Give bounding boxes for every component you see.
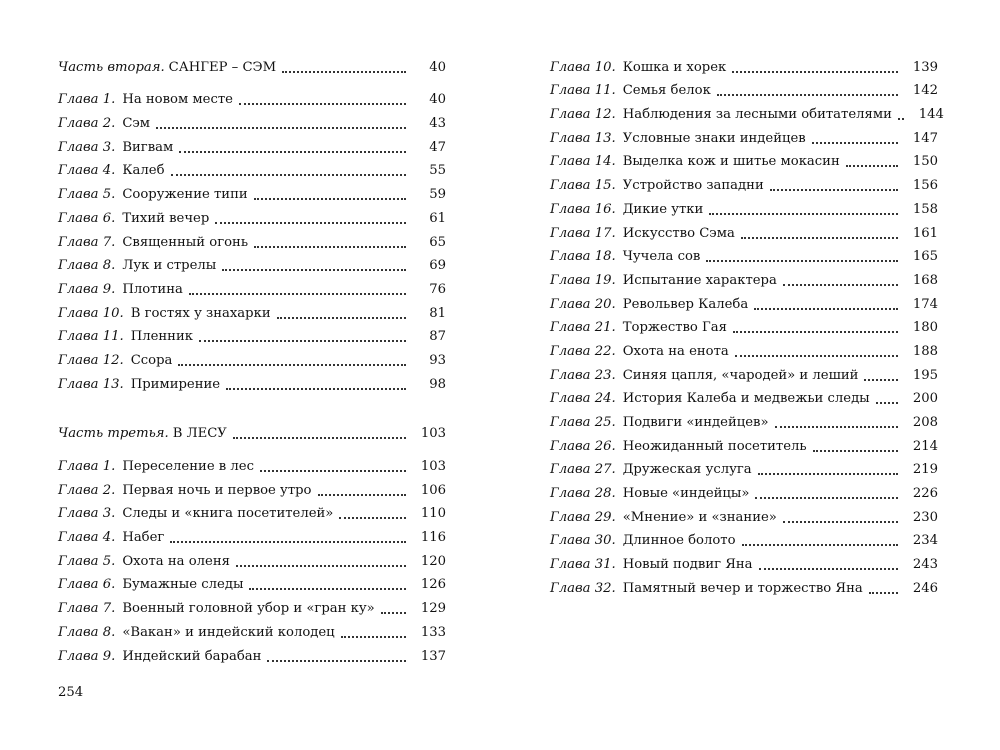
chapter-label: Глава 32. [550, 580, 616, 596]
chapter-page: 195 [912, 367, 938, 383]
chapter-label: Глава 13. [58, 376, 124, 392]
chapter-title: Выделка кож и шитье мокасин [622, 154, 840, 170]
toc-entry[interactable] [550, 99, 944, 123]
part-page: 40 [429, 59, 446, 75]
chapter-label: Глава 10. [58, 305, 124, 321]
chapter-page: 106 [420, 482, 446, 498]
chapter-title: Охота на енота [622, 343, 729, 359]
chapter-label: Глава 26. [550, 438, 616, 454]
chapter-page: 161 [912, 225, 938, 241]
chapter-label: Глава 3. [58, 139, 116, 155]
dot-leader [717, 93, 898, 96]
toc-entry[interactable] [550, 218, 938, 242]
toc-entry[interactable] [58, 322, 446, 346]
chapter-page: 110 [420, 506, 446, 522]
chapter-label: Глава 24. [550, 391, 616, 407]
chapter-page: 120 [420, 553, 446, 569]
dot-leader [864, 378, 898, 381]
dot-leader [236, 564, 406, 567]
toc-entry[interactable] [550, 336, 938, 360]
dot-leader [170, 540, 406, 543]
chapter-page: 144 [918, 107, 944, 123]
chapter-label: Глава 20. [550, 296, 616, 312]
chapter-page: 61 [429, 210, 446, 226]
chapter-title: Лук и стрелы [122, 258, 217, 274]
toc-entry[interactable] [58, 203, 446, 227]
section-gap [58, 393, 446, 419]
dot-leader [733, 330, 898, 333]
chapter-title: Подвиги «индейцев» [622, 415, 769, 430]
toc-entry[interactable] [550, 76, 938, 100]
chapter-label: Глава 3. [58, 506, 116, 522]
chapter-page: 165 [912, 249, 938, 265]
chapter-title: Бумажные следы [122, 577, 244, 593]
part-label: Часть третья. [58, 426, 169, 442]
chapter-label: Глава 10. [550, 59, 616, 75]
dot-leader [812, 141, 898, 144]
chapter-title: Ссора [130, 352, 173, 368]
dot-leader [215, 221, 406, 224]
chapter-title: Синяя цапля, «чародей» и леший [622, 367, 859, 383]
dot-leader [179, 150, 406, 153]
toc-entry[interactable] [550, 526, 938, 550]
dot-leader [742, 543, 898, 546]
dot-leader [267, 659, 406, 662]
toc-entry[interactable] [58, 570, 446, 594]
chapter-label: Глава 13. [550, 130, 616, 146]
dot-leader [199, 339, 406, 342]
dot-leader [254, 197, 406, 200]
chapter-title: Длинное болото [622, 533, 736, 549]
chapter-title: «Мнение» и «знание» [622, 509, 777, 525]
toc-entry[interactable] [550, 573, 938, 597]
chapter-page: 246 [912, 580, 938, 596]
chapter-label: Глава 8. [58, 258, 116, 274]
chapter-label: Глава 6. [58, 210, 116, 226]
part-3-heading[interactable] [58, 419, 446, 443]
dot-leader [282, 70, 406, 73]
dot-leader [759, 567, 898, 570]
chapter-page: 126 [420, 577, 446, 593]
chapter-label: Глава 31. [550, 557, 616, 573]
chapter-label: Глава 15. [550, 178, 616, 194]
chapter-title: Набег [122, 530, 165, 546]
toc-entry[interactable] [550, 502, 938, 526]
chapter-title: Военный головной убор и «гран ку» [122, 601, 375, 617]
dot-leader [233, 436, 406, 439]
toc-entry[interactable] [58, 156, 446, 180]
dot-leader [709, 212, 898, 215]
toc-entry[interactable] [550, 52, 938, 76]
dot-leader [846, 164, 898, 167]
dot-leader [775, 425, 898, 428]
chapter-label: Глава 25. [550, 415, 616, 430]
chapter-title: Условные знаки индейцев [622, 130, 806, 146]
part-page: 103 [420, 426, 446, 442]
dot-leader [341, 635, 406, 638]
chapter-title: Чучела сов [622, 249, 701, 265]
chapter-label: Глава 2. [58, 482, 116, 498]
chapter-title: Новый подвиг Яна [622, 557, 753, 573]
dot-leader [741, 236, 898, 239]
dot-leader [339, 516, 406, 519]
toc-entry[interactable] [550, 431, 938, 455]
dot-leader [381, 611, 406, 614]
chapter-title: Дикие утки [622, 201, 704, 217]
toc-entry[interactable] [550, 407, 938, 431]
chapter-page: 40 [429, 92, 446, 108]
chapter-label: Глава 4. [58, 163, 116, 179]
chapter-label: Глава 30. [550, 533, 616, 549]
chapter-title: Новые «индейцы» [622, 486, 750, 502]
chapter-page: 87 [429, 329, 446, 345]
toc-entry[interactable] [58, 251, 446, 275]
part-title: В ЛЕСУ [172, 426, 227, 442]
toc-right-column [550, 52, 944, 597]
toc-entry[interactable] [58, 132, 446, 156]
chapter-page: 142 [912, 83, 938, 99]
dot-leader [260, 469, 406, 472]
chapter-page: 139 [912, 59, 938, 75]
chapter-label: Глава 2. [58, 116, 116, 132]
toc-entry[interactable] [550, 289, 938, 313]
toc-entry[interactable] [550, 360, 938, 384]
chapter-title: Сооружение типи [122, 187, 248, 203]
dot-leader [732, 70, 898, 73]
chapter-page: 200 [912, 391, 938, 407]
chapter-page: 129 [420, 601, 446, 617]
toc-entry[interactable] [550, 478, 938, 502]
chapter-page: 188 [912, 343, 938, 359]
chapter-label: Глава 7. [58, 234, 116, 250]
dot-leader [178, 363, 406, 366]
chapter-label: Глава 12. [58, 352, 124, 368]
part-label: Часть вторая. [58, 59, 165, 75]
part-title: САНГЕР – СЭМ [168, 59, 277, 75]
chapter-label: Глава 6. [58, 577, 116, 593]
chapter-label: Глава 11. [550, 83, 616, 99]
chapter-title: В гостях у знахарки [130, 305, 271, 321]
toc-entry[interactable] [550, 147, 938, 171]
chapter-title: Первая ночь и первое утро [122, 482, 312, 498]
chapter-title: Калеб [122, 163, 165, 179]
toc-entry[interactable] [58, 641, 446, 665]
chapter-label: Глава 11. [58, 329, 124, 345]
chapter-page: 168 [912, 272, 938, 288]
chapter-title: Кошка и хорек [622, 59, 727, 75]
chapter-page: 137 [420, 648, 446, 664]
chapter-label: Глава 18. [550, 249, 616, 265]
dot-leader [876, 401, 898, 404]
chapter-page: 156 [912, 178, 938, 194]
chapter-title: Испытание характера [622, 272, 777, 288]
chapter-label: Глава 1. [58, 459, 116, 474]
chapter-label: Глава 5. [58, 187, 116, 203]
dot-leader [813, 449, 898, 452]
chapter-title: История Калеба и медвежьи следы [622, 391, 870, 407]
chapter-label: Глава 1. [58, 92, 116, 108]
part-3-chapter-list [58, 451, 446, 664]
chapter-page: 93 [429, 352, 446, 368]
toc-entry[interactable] [550, 194, 938, 218]
chapter-page: 226 [912, 486, 938, 502]
chapter-label: Глава 19. [550, 272, 616, 288]
chapter-title: Искусство Сэма [622, 225, 735, 241]
toc-entry[interactable] [550, 170, 938, 194]
chapter-page: 76 [429, 281, 446, 297]
page-number: 254 [58, 685, 84, 700]
chapter-title: Сэм [122, 116, 151, 132]
chapter-page: 47 [429, 139, 446, 155]
chapter-label: Глава 4. [58, 530, 116, 546]
dot-leader [254, 245, 406, 248]
toc-entry[interactable] [58, 274, 446, 298]
dot-leader [222, 268, 406, 271]
part-2-chapter-list [58, 85, 446, 393]
toc-entry[interactable] [58, 298, 446, 322]
dot-leader [226, 387, 406, 390]
toc-entry[interactable] [58, 451, 446, 475]
toc-entry[interactable] [58, 108, 446, 132]
toc-left-column [58, 52, 446, 665]
toc-entry[interactable] [58, 593, 446, 617]
dot-leader [755, 496, 898, 499]
toc-entry[interactable] [58, 345, 446, 369]
toc-entry[interactable] [58, 179, 446, 203]
chapter-title: Тихий вечер [122, 210, 210, 226]
toc-entry[interactable] [58, 475, 446, 499]
toc-entry[interactable] [58, 85, 446, 109]
chapter-label: Глава 17. [550, 225, 616, 241]
toc-entry[interactable] [550, 455, 938, 479]
chapter-title: Индейский барабан [122, 648, 262, 664]
chapter-label: Глава 12. [550, 107, 616, 123]
toc-entry[interactable] [550, 384, 938, 408]
dot-leader [239, 102, 406, 105]
chapter-label: Глава 29. [550, 509, 616, 525]
chapter-title: Священный огонь [122, 234, 249, 250]
part-2-heading[interactable] [58, 52, 446, 76]
chapter-label: Глава 8. [58, 624, 116, 640]
toc-entry[interactable] [58, 522, 446, 546]
chapter-title: Следы и «книга посетителей» [122, 506, 334, 522]
toc-entry[interactable] [58, 617, 446, 641]
chapter-page: 103 [420, 459, 446, 474]
chapter-label: Глава 21. [550, 320, 616, 336]
dot-leader [277, 316, 406, 319]
toc-entry[interactable] [58, 546, 446, 570]
chapter-label: Глава 5. [58, 553, 116, 569]
toc-entry[interactable] [550, 313, 938, 337]
chapter-label: Глава 16. [550, 201, 616, 217]
dot-leader [898, 117, 904, 120]
chapter-title: Плотина [122, 281, 183, 297]
chapter-title: На новом месте [122, 92, 233, 108]
toc-entry[interactable] [550, 242, 938, 266]
chapter-title: Наблюдения за лесными обитателями [622, 107, 892, 123]
chapter-page: 65 [429, 234, 446, 250]
toc-entry[interactable] [550, 123, 938, 147]
chapter-page: 219 [912, 462, 938, 478]
toc-entry[interactable] [58, 227, 446, 251]
chapter-label: Глава 22. [550, 343, 616, 359]
chapter-label: Глава 7. [58, 601, 116, 617]
chapter-page: 98 [429, 376, 446, 392]
chapter-page: 243 [912, 557, 938, 573]
dot-leader [869, 591, 898, 594]
chapter-title: Устройство западни [622, 178, 764, 194]
chapter-page: 55 [429, 163, 446, 179]
chapter-page: 81 [429, 305, 446, 321]
dot-leader [770, 188, 898, 191]
chapter-page: 147 [912, 130, 938, 146]
chapter-title: Пленник [130, 329, 193, 345]
chapter-page: 174 [912, 296, 938, 312]
toc-entry[interactable] [58, 499, 446, 523]
chapter-label: Глава 9. [58, 648, 116, 664]
chapter-page: 133 [420, 624, 446, 640]
chapter-page: 150 [912, 154, 938, 170]
dot-leader [783, 283, 898, 286]
chapter-label: Глава 23. [550, 367, 616, 383]
chapter-page: 116 [420, 530, 446, 546]
toc-entry[interactable] [550, 549, 938, 573]
dot-leader [318, 493, 407, 496]
dot-leader [156, 126, 406, 129]
chapter-title: Торжество Гая [622, 320, 727, 336]
chapter-page: 59 [429, 187, 446, 203]
chapter-page: 230 [912, 509, 938, 525]
chapter-page: 43 [429, 116, 446, 132]
chapter-title: Дружеская услуга [622, 462, 752, 478]
chapter-title: Вигвам [122, 139, 174, 155]
chapter-title: Памятный вечер и торжество Яна [622, 580, 863, 596]
dot-leader [754, 307, 898, 310]
dot-leader [783, 520, 898, 523]
chapter-title: Семья белок [622, 83, 711, 99]
chapter-label: Глава 27. [550, 462, 616, 478]
dot-leader [758, 472, 898, 475]
part-3-chapter-list-continued [550, 52, 944, 597]
toc-entry[interactable] [550, 265, 938, 289]
chapter-page: 208 [912, 415, 938, 430]
dot-leader [171, 173, 406, 176]
chapter-title: «Вакан» и индейский колодец [122, 624, 335, 640]
chapter-title: Неожиданный посетитель [622, 438, 807, 454]
chapter-label: Глава 9. [58, 281, 116, 297]
chapter-page: 158 [912, 201, 938, 217]
chapter-page: 69 [429, 258, 446, 274]
dot-leader [189, 292, 406, 295]
chapter-page: 214 [912, 438, 938, 454]
chapter-label: Глава 28. [550, 486, 616, 502]
chapter-title: Револьвер Калеба [622, 296, 749, 312]
chapter-page: 180 [912, 320, 938, 336]
toc-entry[interactable] [58, 369, 446, 393]
chapter-title: Примирение [130, 376, 221, 392]
dot-leader [735, 354, 898, 357]
chapter-label: Глава 14. [550, 154, 616, 170]
dot-leader [706, 259, 898, 262]
chapter-title: Переселение в лес [122, 459, 254, 474]
chapter-title: Охота на оленя [122, 553, 230, 569]
dot-leader [249, 587, 406, 590]
chapter-page: 234 [912, 533, 938, 549]
